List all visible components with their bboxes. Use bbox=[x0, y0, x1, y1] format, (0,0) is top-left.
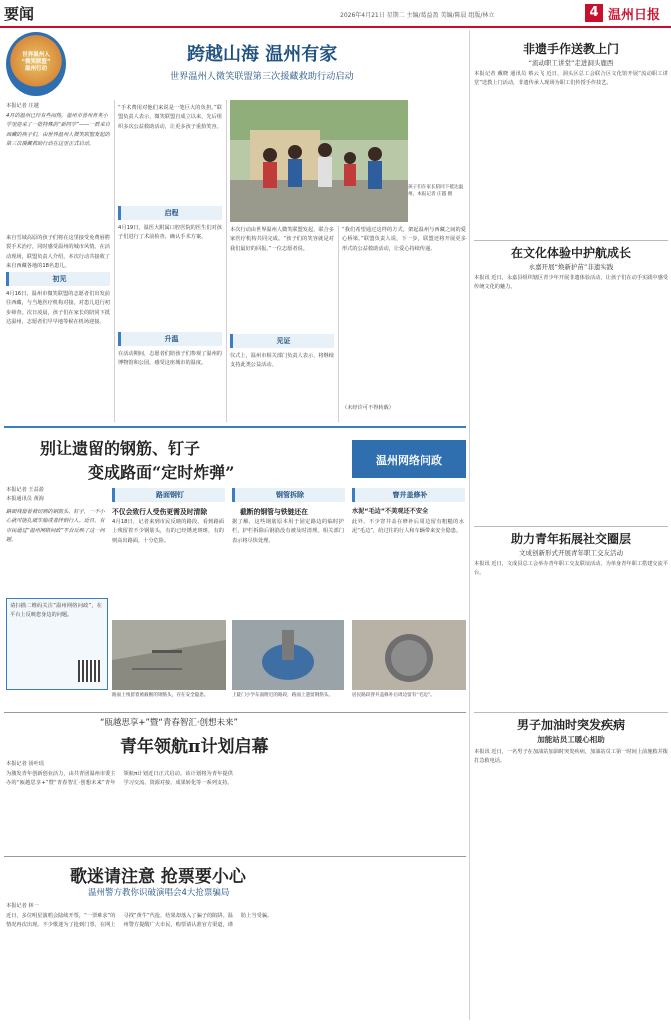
lead-col2-subheading: 启程 bbox=[118, 206, 222, 220]
right-s2-sub: 永嘉开展“焕新护苗”非遗实践 bbox=[528, 263, 614, 271]
youth-tagline: “瓯越思享+”暨“青春智汇·创想未来” bbox=[100, 718, 238, 728]
feature-box-text: 请扫描二维码关注“温州网络问政”，在平台上反映您身边的问题。 bbox=[10, 603, 102, 619]
feature-sec3-body: 此外，不少窨井盖在修补后周边留有粗糙的水泥“毛边”，给过往的行人和车辆带来安全隐患。 bbox=[352, 519, 464, 535]
fraud-rule-top bbox=[4, 856, 466, 857]
right-s3-body: 本报讯 近日，文成县总工会举办青年职工交友联谊活动，为单身青年职工搭建交流平台。 bbox=[474, 561, 668, 577]
lead-col4-tail: （未经许可不得转载） bbox=[342, 405, 394, 411]
feature-banner-text: 温州网络问政 bbox=[376, 454, 442, 467]
feature-sec1-body: 4月18日，记者来到市民反映的路段，看到路面上残留着不少钢筋头，有的已经锈迹斑斑，有的则高出路面，十分危险。 bbox=[112, 519, 224, 544]
fraud-body: 近日，多位明星演唱会陆续开票，“一票难求”的情况再次出现。不少歌迷为了抢到门票，在网上寻找“黄牛”代抢，结果却落入了骗子的陷阱。温州警方提醒广大市民，购票请认准官方渠道，谨防上当受骗。 bbox=[6, 913, 273, 929]
youth-body: 为激发青年创新创业活力，由共青团温州市委主办的“瓯越思享+”暨“青春智汇·创想未来”青年领航π计划近日正式启动。该计划将为青年提供学习交流、资源对接、成果转化等一系列支持。 bbox=[6, 771, 233, 787]
feature-sec3-title: 窨井盖修补 bbox=[352, 488, 465, 502]
youth-title: 青年领航π计划启幕 bbox=[120, 737, 269, 757]
section-name: 要闻 bbox=[4, 5, 35, 23]
feature-photo-3-image bbox=[352, 620, 466, 690]
lead-col1-subheading: 初见 bbox=[6, 272, 110, 286]
feature-photo-1 bbox=[112, 620, 226, 690]
feature-title-line1: 别让遗留的钢筋、钉子 bbox=[40, 439, 201, 458]
right-rule-3 bbox=[474, 712, 668, 713]
feature-photo-1-image bbox=[112, 620, 226, 690]
right-s2-body: 本报讯 近日，永嘉县组织辖区青少年开展非遗体验活动，让孩子们在动手实践中感受传统文化的魅力。 bbox=[474, 275, 668, 291]
youth-byline: 本报记者 汤叶瑶 bbox=[6, 761, 44, 767]
lead-byline: 本报记者 庄越 bbox=[6, 103, 39, 109]
feature-photo-3 bbox=[352, 620, 466, 690]
lead-col3-body: 本次行动由世界温州人微笑联盟发起，联合多家医疗机构共同完成。“孩子们的笑容就是对我们最好的回报。”一位志愿者说。 bbox=[230, 227, 334, 252]
lead-col1-body: 来自雪域高原的孩子们将在这里接受免费唇腭裂手术治疗，同时感受温州的城市风情。在活动现场，联盟负责人介绍，本次行动共接收了来自西藏各地的18名患儿。 bbox=[6, 235, 110, 270]
feature-byline: 本报记者 王益盈 本报通讯员 黄海 bbox=[6, 487, 44, 502]
lead-photo-image bbox=[230, 100, 408, 222]
issue-meta: 2026年4月21日 星期二 主编/葛益盈 美编/陈晨 组版/林立 bbox=[340, 12, 495, 19]
feature-caption-1: 路面上残留着被截断的钢筋头，存在安全隐患。 bbox=[112, 693, 209, 698]
feature-photo-2 bbox=[232, 620, 344, 690]
lead-col2-after2: 在活动期间，志愿者们陪孩子们参观了温州的博物馆和公园，感受这座城市的温度。 bbox=[118, 351, 222, 367]
lead-photo bbox=[230, 100, 408, 222]
right-s4-body: 本报讯 近日，一名男子在加油站加油时突发疾病，加油站员工第一时间上前施救并拨打急救电话。 bbox=[474, 749, 668, 765]
column-rule bbox=[338, 226, 339, 422]
lead-col3-subheading: 见证 bbox=[230, 334, 334, 348]
feature-sec2-sub: 截断的钢管与铁链还在 bbox=[240, 508, 308, 516]
right-rule-2 bbox=[474, 526, 668, 527]
right-rule-1 bbox=[474, 240, 668, 241]
masthead-rule bbox=[0, 26, 671, 28]
qr-code-icon bbox=[78, 660, 100, 682]
right-s1-title: 非遗手作送教上门 bbox=[522, 42, 619, 56]
fraud-subtitle: 温州警方教你识破演唱会4大抢票骗局 bbox=[88, 888, 230, 898]
fraud-byline: 本报记者 林一 bbox=[6, 903, 39, 909]
lead-subtitle: 世界温州人微笑联盟第三次援藏救助行动启动 bbox=[170, 71, 354, 82]
feature-rule-top bbox=[4, 426, 466, 428]
lead-col4-body: “我们希望通过这样的方式，架起温州与西藏之间的爱心桥梁。”联盟负责人说，下一步，联盟还将开展更多形式的公益救助活动，让爱心持续传递。 bbox=[342, 227, 466, 252]
lead-col1-after: 4月16日，温州市微笑联盟的志愿者们出发前往西藏，与当地医疗机构对接，对患儿进行初步筛查。次日凌晨，孩子们在家长的陪同下抵达温州，志愿者们早早地等候在机场迎接。 bbox=[6, 291, 110, 326]
feature-caption-2: 上陡门小学东面附近的路段，路面上遗留钢筋头。 bbox=[232, 693, 334, 698]
feature-sec1-sub: 不仅会致行人受伤更需及时清除 bbox=[112, 508, 208, 516]
feature-intro: 路面残留着被切割的钢筋头、钉子，一不小心就可能扎破车胎或者绊倒行人。近日，有市民通过“温州网络问政”平台反映了这一问题。 bbox=[6, 509, 105, 544]
feature-photo-2-image bbox=[232, 620, 344, 690]
feature-sec2-title: 钢管拆除 bbox=[232, 488, 345, 502]
fraud-title: 歌迷请注意 抢票要小心 bbox=[70, 867, 246, 887]
lead-col2-after: 4月19日，温医大附属口腔医院的医生们对孩子们进行了术前检查，确认手术方案。 bbox=[118, 225, 222, 241]
feature-caption-3: 居民路段窨井盖修补后周边留有“毛边”。 bbox=[352, 693, 435, 698]
lead-col2-subheading2: 升温 bbox=[118, 332, 222, 346]
youth-rule-top bbox=[4, 712, 466, 713]
right-s2-title: 在文化体验中护航成长 bbox=[510, 246, 631, 260]
lead-intro: 4月的温州已经有些闷热，温州市善州育英小学里迎来了一批特殊的“新同学”——一群来自西藏的孩子们。由世界温州人微笑联盟发起的第三次援藏救助行动在这里正式启动。 bbox=[6, 113, 110, 148]
feature-sec3-sub: 水泥“毛边”不美观还不安全 bbox=[352, 508, 429, 515]
page-number: 4 bbox=[585, 4, 603, 22]
paper-logo: 温州日报 bbox=[608, 8, 661, 23]
column-rule bbox=[114, 100, 115, 422]
right-s1-sub: “流动职工讲堂”走进洞头鹿西 bbox=[528, 59, 614, 67]
right-s3-title: 助力青年拓展社交圈层 bbox=[510, 532, 631, 546]
feature-title-line2: 变成路面“定时炸弹” bbox=[88, 463, 235, 482]
column-rule bbox=[226, 100, 227, 422]
lead-col2-body: “手术费用对他们来说是一笔巨大的负担。”联盟负责人表示，微笑联盟自成立以来，先后组织多次公益救助活动，让更多孩子重拾笑容。 bbox=[118, 105, 222, 130]
right-s4-sub: 加能站员工暖心相助 bbox=[537, 735, 605, 744]
feature-sec2-body: 据了解，这些钢筋原本用于固定路边的临时护栏，护栏拆除后钢筋没有被及时清理。相关部门表示将尽快处理。 bbox=[232, 519, 344, 544]
lead-photo-caption: 孩子们在家长陪同下抵达温州。本报记者 庄越 摄 bbox=[408, 185, 464, 197]
lead-title: 跨越山海 温州有家 bbox=[187, 44, 338, 65]
right-s3-sub: 文成创新形式开展青年职工交友活动 bbox=[519, 549, 623, 557]
right-column-rule bbox=[469, 30, 470, 1020]
right-s4-title: 男子加油时突发疾病 bbox=[516, 718, 625, 732]
lead-badge-text: 世界温州人 “微笑联盟” 温州行动 bbox=[21, 52, 51, 72]
lead-col3-after: 仪式上，温州市相关部门负责人表示，将继续支持此类公益活动。 bbox=[230, 353, 334, 369]
right-s1-body: 本报记者 戴晓 通讯员 蔡云飞 近日，洞头区总工会联合区文化馆开展“流动职工讲堂”送教上门活动，非遗传承人现场为职工们传授手作技艺。 bbox=[474, 71, 668, 87]
feature-sec1-title: 路面钢钉 bbox=[112, 488, 225, 502]
